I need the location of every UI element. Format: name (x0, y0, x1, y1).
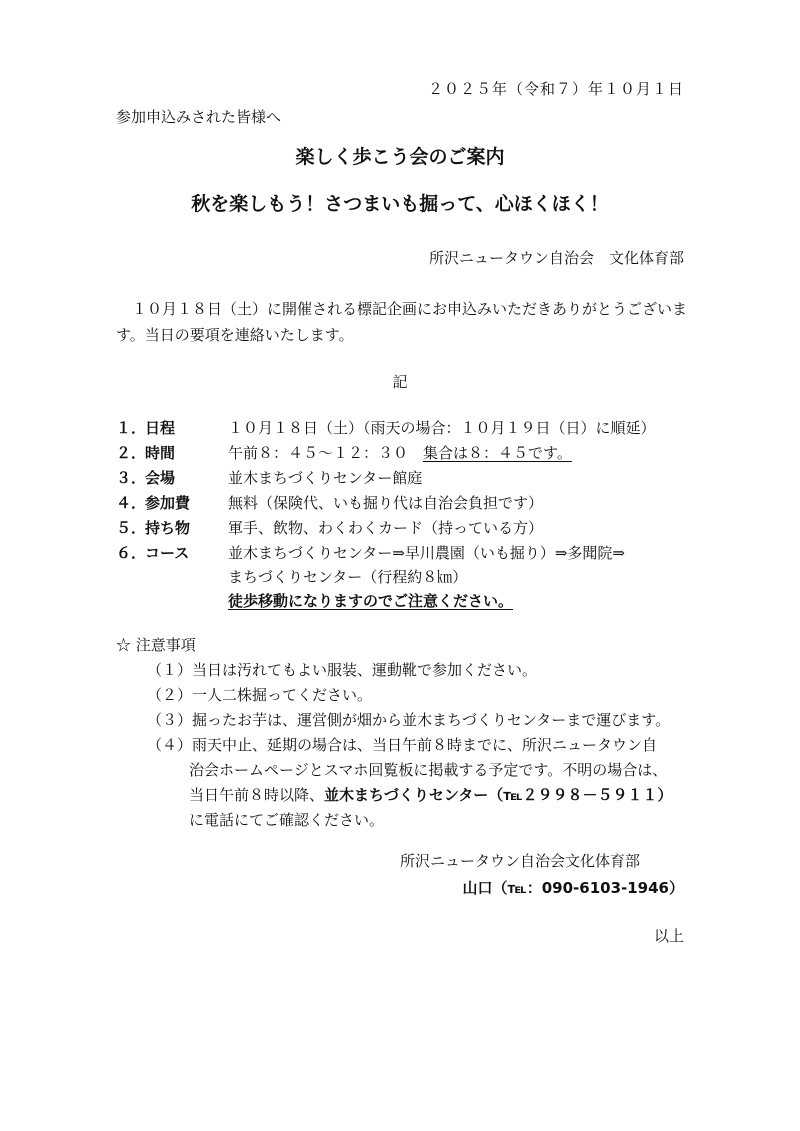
item-label: 日程 (145, 419, 176, 437)
item-label: 会場 (145, 469, 176, 487)
contact-center-phone: 並木まちづくりセンター（℡２９９８－５９１１） (324, 786, 673, 804)
item-number: １． (116, 419, 147, 437)
note-4-line-3-prefix: 当日午前８時以降、 (189, 786, 325, 804)
item-label: 時間 (145, 444, 176, 462)
note-4-line-3 (189, 784, 672, 805)
gathering-time-note: 集合は８：４５です。 (423, 444, 572, 462)
walking-warning: 徒歩移動になりますのでご注意ください。 (228, 592, 514, 610)
item-label: 参加費 (145, 494, 191, 512)
note-item (147, 684, 372, 705)
note-number: （１） (147, 661, 193, 679)
item-label: 持ち物 (145, 519, 191, 537)
note-item (147, 709, 670, 730)
note-text: 一人二株掘ってください。 (192, 686, 373, 704)
signature-contact: 山口（℡：090-6103-1946） (462, 879, 684, 897)
item-value: 無料（保険代、いも掘り代は自治会負担です） (228, 494, 544, 512)
item-venue (116, 467, 422, 488)
item-number: ４． (116, 494, 147, 512)
item-belongings (116, 517, 543, 538)
course-line-2: まちづくりセンター（行程約８㎞） (228, 568, 468, 586)
item-time (116, 442, 572, 463)
note-number: （４） (147, 736, 193, 754)
item-label: コース (145, 544, 190, 562)
notes-heading: ☆ 注意事項 (116, 636, 196, 654)
item-value: 午前８：４５～１２：３０ (228, 444, 409, 462)
note-text: 雨天中止、延期の場合は、当日午前８時までに、所沢ニュータウン自 (192, 736, 658, 754)
item-number: ５． (116, 519, 147, 537)
addressee: 参加申込みされた皆様へ (116, 108, 282, 126)
intro-paragraph: １０月１８日（土）に開催される標記企画にお申込みいただきありがとうございます。当日の要項を連絡いたします。 (116, 300, 688, 344)
item-number: ２． (116, 444, 147, 462)
note-4-line-4: に電話にてご確認ください。 (189, 811, 385, 829)
item-number: ６． (116, 544, 147, 562)
document-date: ２０２５年（令和７）年１０月１日 (427, 80, 684, 98)
note-text: 掘ったお芋は、運営側が畑から並木まちづくりセンターまで運びます。 (192, 711, 671, 729)
item-number: ３． (116, 469, 147, 487)
item-fee (116, 492, 543, 513)
note-item (147, 734, 657, 755)
item-value: 並木まちづくりセンター⇒早川農園（いも掘り）⇒多聞院⇒ (228, 544, 625, 562)
item-schedule (116, 417, 656, 438)
document-title: 楽しく歩こう会のご案内 (295, 146, 505, 168)
item-course (116, 542, 625, 563)
closing-mark: 以上 (653, 927, 684, 945)
issuing-organization: 所沢ニュータウン自治会 文化体育部 (428, 249, 684, 267)
item-value: １０月１８日（土）（雨天の場合：１０月１９日（日）に順延） (228, 419, 656, 437)
note-item (147, 659, 537, 680)
document-subtitle: 秋を楽しもう！さつまいも掘って、心ほくほく！ (191, 193, 609, 215)
note-number: （３） (147, 711, 193, 729)
item-value: 軍手、飲物、わくわくカード（持っている方） (228, 519, 544, 537)
note-text: 当日は汚れてもよい服装、運動靴で参加ください。 (192, 661, 538, 679)
signature-organization: 所沢ニュータウン自治会文化体育部 (399, 852, 640, 870)
item-value: 並木まちづくりセンター館庭 (228, 469, 423, 487)
note-4-line-2: 治会ホームページとスマホ回覧板に掲載する予定です。不明の場合は、 (189, 761, 668, 779)
note-number: （２） (147, 686, 193, 704)
ki-heading: 記 (392, 373, 408, 391)
